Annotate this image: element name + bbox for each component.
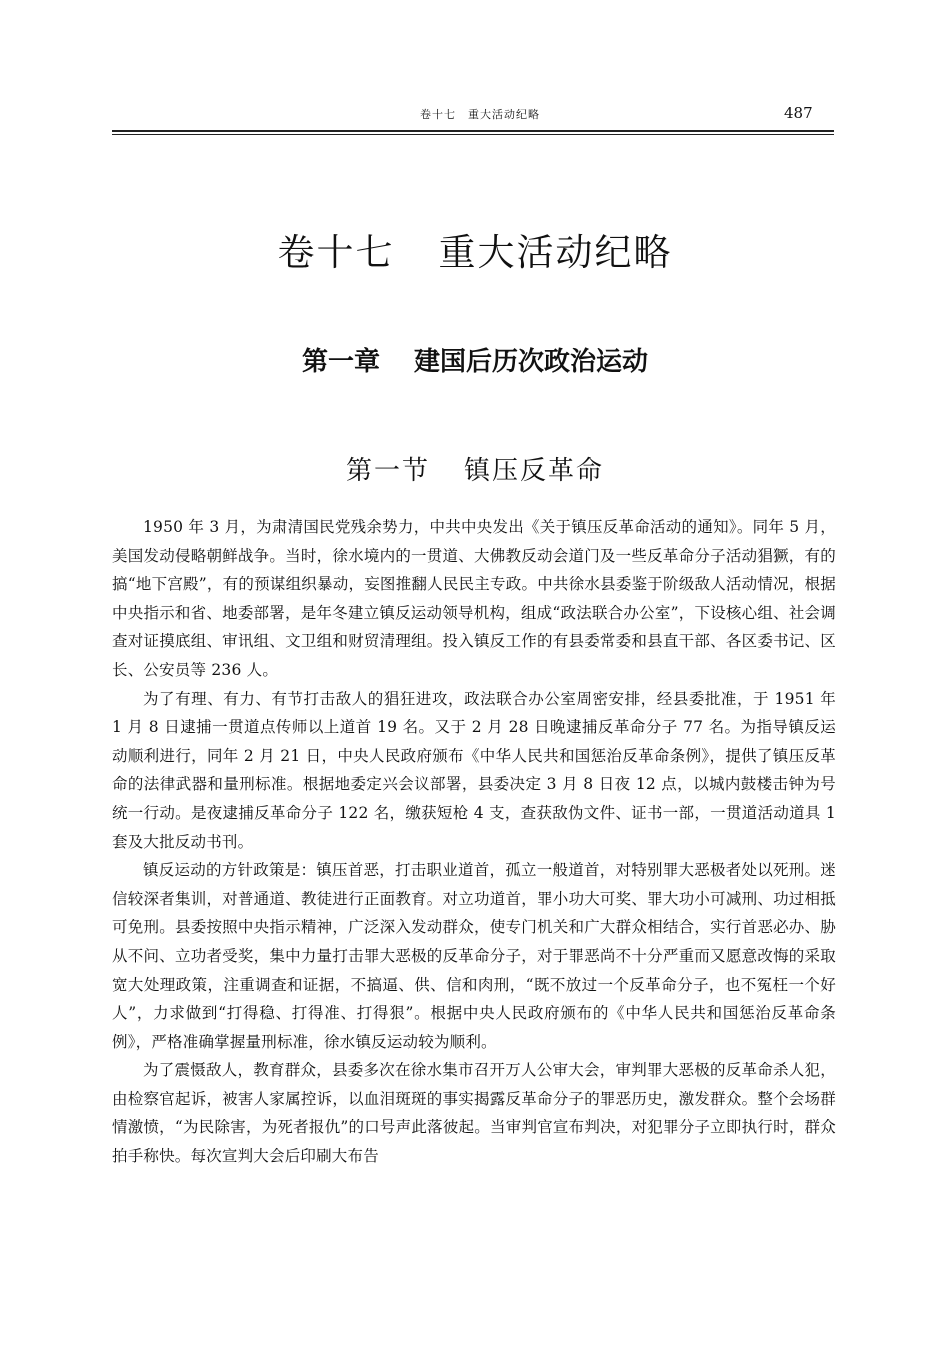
page-number: 487 <box>784 104 813 122</box>
chapter-name: 建国后历次政治运动 <box>414 347 649 377</box>
volume-title <box>0 222 950 276</box>
chapter-number: 第一章 <box>301 347 380 377</box>
paragraph: 1950 年 3 月，为肃清国民党残余势力，中共中央发出《关于镇压反革命活动的通知》。同年 5 月，美国发动侵略朝鲜战争。当时，徐水境内的一贯道、大佛教反动会道门及一些反革命分子活动猖獗，有的搞“地下宫殿”，有的预谋组织暴动，妄图推翻人民民主专政。中共徐水县委鉴于阶级敌人活动情况，根据中央指示和省、地委部署，是年冬建立镇反运动领导机构，组成“政法联合办公室”，下设核心组、社会调查对证摸底组、审讯组、文卫组和财贸清理组。投入镇反工作的有县委常委和县直干部、各区委书记、区长、公安员等 236 人。 <box>112 518 836 679</box>
chapter-title <box>0 341 950 378</box>
header-rule-thin <box>112 134 834 135</box>
paragraph: 为了震慑敌人，教育群众，县委多次在徐水集市召开万人公审大会，审判罪大恶极的反革命杀人犯，由检察官起诉，被害人家属控诉，以血泪斑斑的事实揭露反革命分子的罪恶历史，激发群众。整个会场群情激愤，“为民除害，为死者报仇”的口号声此落彼起。当审判官宣布判决，对犯罪分子立即执行时，群众拍手称快。每次宣判大会后印刷大布告 <box>112 1061 836 1166</box>
body-text <box>112 513 836 1171</box>
volume-name: 重大活动纪略 <box>438 231 673 274</box>
paragraph: 镇反运动的方针政策是：镇压首恶，打击职业道首，孤立一般道首，对特别罪大恶极者处以死刑。迷信较深者集训，对普通道、教徒进行正面教育。对立功道首，罪小功大可奖、罪大功小可减刑、功过相抵可免刑。县委按照中央指示精神，广泛深入发动群众，使专门机关和广大群众相结合，实行首恶必办、胁从不问、立功者受奖，集中力量打击罪大恶极的反革命分子，对于罪恶尚不十分严重而又愿意改悔的采取宽大处理政策，注重调查和证据，不搞逼、供、信和肉刑，“既不放过一个反革命分子，也不冤枉一个好人”，力求做到“打得稳、打得准、打得狠”。根据中央人民政府颁布的《中华人民共和国惩治反革命条例》，严格准确掌握量刑标准，徐水镇反运动较为顺利。 <box>112 861 836 1051</box>
section-title <box>0 450 950 487</box>
running-head: 卷十七 重大活动纪略 <box>420 108 540 121</box>
section-number: 第一节 <box>345 456 430 486</box>
paragraph: 为了有理、有力、有节打击敌人的猖狂进攻，政法联合办公室周密安排，经县委批准，于 1951 年 1 月 8 日逮捕一贯道点传师以上道首 19 名。又于 2 月 28 日晚逮捕反革命分子 77 名。为指导镇反运动顺利进行，同年 2 月 21 日，中央人民政府颁布《中华人民共和国惩治反革命条例》，提供了镇压反革命的法律武器和量刑标准。根据地委定兴会议部署，县委决定 3 月 8 日夜 12 点，以城内鼓楼击钟为号统一行动。是夜逮捕反革命分子 122 名，缴获短枪 4 支，查获敌伪文件、证书一部，一贯道活动道具 1 套及大批反动书刊。 <box>112 689 836 851</box>
section-name: 镇压反革命 <box>464 456 605 486</box>
header-rule <box>112 130 834 132</box>
volume-number: 卷十七 <box>277 231 395 274</box>
